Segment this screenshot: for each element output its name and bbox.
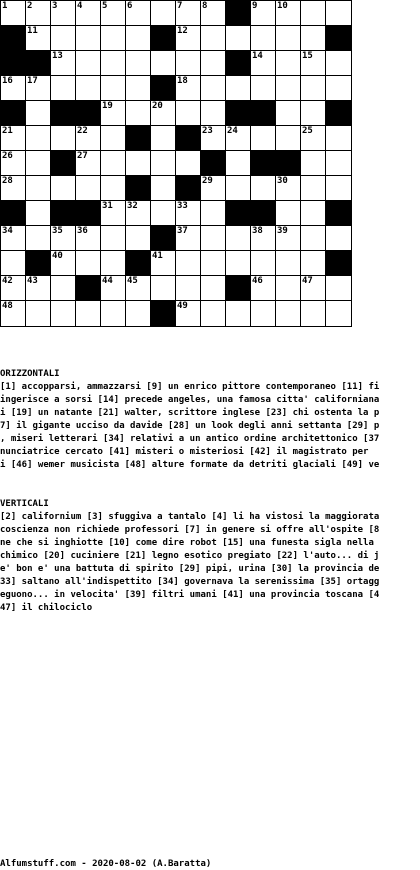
clue-number: 42 xyxy=(2,276,13,286)
grid-cell[interactable] xyxy=(250,225,277,252)
black-cell xyxy=(225,100,252,127)
clue-number: 6 xyxy=(127,1,133,11)
grid-cell[interactable] xyxy=(100,0,127,27)
grid-cell[interactable] xyxy=(50,225,77,252)
grid-cell[interactable] xyxy=(275,300,302,327)
grid-cell[interactable] xyxy=(300,300,327,327)
grid-cell[interactable] xyxy=(125,75,152,102)
clue-number: 14 xyxy=(252,51,263,61)
grid-cell[interactable] xyxy=(25,25,52,52)
grid-cell[interactable] xyxy=(225,25,252,52)
black-cell xyxy=(250,200,277,227)
grid-cell[interactable] xyxy=(200,225,227,252)
grid-cell[interactable] xyxy=(50,175,77,202)
down-clue-line: 47] il chilociclo xyxy=(0,603,93,613)
grid-cell[interactable] xyxy=(0,125,27,152)
grid-cell[interactable] xyxy=(150,125,177,152)
grid-cell[interactable] xyxy=(125,300,152,327)
grid-cell[interactable] xyxy=(300,200,327,227)
grid-cell[interactable] xyxy=(25,225,52,252)
grid-cell[interactable] xyxy=(0,75,27,102)
grid-cell[interactable] xyxy=(200,25,227,52)
grid-cell[interactable] xyxy=(100,50,127,77)
grid-cell[interactable] xyxy=(125,275,152,302)
grid-cell[interactable] xyxy=(75,75,102,102)
grid-cell[interactable] xyxy=(75,125,102,152)
across-clue-line: 7] il gigante ucciso da davide [28] un look degli anni settanta [29] p xyxy=(0,421,380,431)
grid-cell[interactable] xyxy=(75,225,102,252)
black-cell xyxy=(150,225,177,252)
grid-cell[interactable] xyxy=(175,50,202,77)
grid-cell[interactable] xyxy=(325,50,352,77)
down-clue-line: ne che si inghiotte [10] come dire robot [15] una funesta sigla nella xyxy=(0,538,374,548)
grid-cell[interactable] xyxy=(25,0,52,27)
grid-cell[interactable] xyxy=(200,75,227,102)
grid-cell[interactable] xyxy=(300,75,327,102)
grid-cell[interactable] xyxy=(275,75,302,102)
black-cell xyxy=(325,200,352,227)
grid-cell[interactable] xyxy=(0,150,27,177)
grid-cell[interactable] xyxy=(225,75,252,102)
grid-cell[interactable] xyxy=(0,300,27,327)
grid-cell[interactable] xyxy=(100,125,127,152)
grid-cell[interactable] xyxy=(100,25,127,52)
grid-cell[interactable] xyxy=(200,50,227,77)
grid-cell[interactable] xyxy=(300,250,327,277)
black-cell xyxy=(25,250,52,277)
grid-cell[interactable] xyxy=(100,275,127,302)
clue-number: 23 xyxy=(202,126,213,136)
clue-number: 4 xyxy=(77,1,83,11)
grid-cell[interactable] xyxy=(275,0,302,27)
clue-number: 39 xyxy=(277,226,288,236)
clue-number: 43 xyxy=(27,276,38,286)
grid-cell[interactable] xyxy=(75,0,102,27)
down-clue-line: coscienza non richiede professori [7] in genere si offre all'ospite [8 xyxy=(0,525,380,535)
black-cell xyxy=(175,175,202,202)
down-clue-line: e' bon e' una battuta di spirito [29] pipi, urina [30] la provincia de xyxy=(0,564,380,574)
across-clue-line: ingerisce a sorsi [14] precede angeles, una famosa citta' californiana xyxy=(0,395,380,405)
black-cell xyxy=(50,100,77,127)
grid-cell[interactable] xyxy=(125,25,152,52)
grid-cell[interactable] xyxy=(175,75,202,102)
black-cell xyxy=(250,150,277,177)
clue-number: 29 xyxy=(202,176,213,186)
grid-cell[interactable] xyxy=(75,25,102,52)
black-cell xyxy=(0,25,27,52)
black-cell xyxy=(175,125,202,152)
grid-cell[interactable] xyxy=(275,275,302,302)
grid-cell[interactable] xyxy=(250,75,277,102)
grid-cell[interactable] xyxy=(100,100,127,127)
grid-cell[interactable] xyxy=(250,275,277,302)
grid-cell[interactable] xyxy=(250,250,277,277)
grid-cell[interactable] xyxy=(275,25,302,52)
grid-cell[interactable] xyxy=(325,0,352,27)
grid-cell[interactable] xyxy=(100,150,127,177)
clue-number: 12 xyxy=(177,26,188,36)
grid-cell[interactable] xyxy=(25,100,52,127)
grid-cell[interactable] xyxy=(200,300,227,327)
grid-cell[interactable] xyxy=(325,275,352,302)
grid-cell[interactable] xyxy=(300,25,327,52)
down-clue-line: 33] saltano all'indispettito [34] governava la serenissima [35] ortagg xyxy=(0,577,380,587)
clue-number: 38 xyxy=(252,226,263,236)
down-clue-line: chimico [20] cuciniere [21] legno esotico pregiato [22] l'auto... di j xyxy=(0,551,380,561)
clues-panel xyxy=(0,368,420,615)
clue-number: 44 xyxy=(102,276,113,286)
grid-cell[interactable] xyxy=(75,250,102,277)
clue-number: 17 xyxy=(27,76,38,86)
grid-cell[interactable] xyxy=(75,150,102,177)
footer-credit: Alfumstuff.com - 2020-08-02 (A.Baratta) xyxy=(0,859,212,869)
clue-number: 36 xyxy=(77,226,88,236)
grid-cell[interactable] xyxy=(225,150,252,177)
down-clues xyxy=(0,511,420,615)
grid-cell[interactable] xyxy=(225,300,252,327)
clue-number: 41 xyxy=(152,251,163,261)
black-cell xyxy=(75,275,102,302)
grid-cell[interactable] xyxy=(200,0,227,27)
grid-cell[interactable] xyxy=(125,200,152,227)
clue-number: 33 xyxy=(177,201,188,211)
clue-number: 5 xyxy=(102,1,108,11)
grid-cell[interactable] xyxy=(200,275,227,302)
black-cell xyxy=(325,25,352,52)
grid-cell[interactable] xyxy=(225,125,252,152)
grid-cell[interactable] xyxy=(0,0,27,27)
black-cell xyxy=(0,100,27,127)
down-title: VERTICALI xyxy=(0,499,49,509)
grid-cell[interactable] xyxy=(325,225,352,252)
grid-cell[interactable] xyxy=(50,50,77,77)
grid-cell[interactable] xyxy=(275,50,302,77)
grid-cell[interactable] xyxy=(275,175,302,202)
clue-number: 27 xyxy=(77,151,88,161)
clue-number: 40 xyxy=(52,251,63,261)
black-cell xyxy=(125,250,152,277)
grid-cell[interactable] xyxy=(75,300,102,327)
clue-number: 45 xyxy=(127,276,138,286)
clue-number: 1 xyxy=(2,1,8,11)
black-cell xyxy=(275,150,302,177)
black-cell xyxy=(150,300,177,327)
clue-number: 47 xyxy=(302,276,313,286)
black-cell xyxy=(150,75,177,102)
grid-cell[interactable] xyxy=(300,225,327,252)
down-clue-line: eguono... in velocita' [39] filtri umani [41] una provincia toscana [4 xyxy=(0,590,380,600)
grid-cell[interactable] xyxy=(250,125,277,152)
grid-cell[interactable] xyxy=(200,125,227,152)
grid-cell[interactable] xyxy=(100,250,127,277)
grid-cell[interactable] xyxy=(75,50,102,77)
grid-cell[interactable] xyxy=(125,0,152,27)
grid-cell[interactable] xyxy=(300,150,327,177)
grid-cell[interactable] xyxy=(0,175,27,202)
grid-cell[interactable] xyxy=(125,50,152,77)
grid-cell[interactable] xyxy=(25,200,52,227)
black-cell xyxy=(250,100,277,127)
clue-number: 26 xyxy=(2,151,13,161)
grid-cell[interactable] xyxy=(250,50,277,77)
grid-cell[interactable] xyxy=(325,175,352,202)
black-cell xyxy=(225,200,252,227)
grid-cell[interactable] xyxy=(200,250,227,277)
black-cell xyxy=(325,100,352,127)
clue-number: 49 xyxy=(177,301,188,311)
clue-number: 10 xyxy=(277,1,288,11)
grid-cell[interactable] xyxy=(275,200,302,227)
across-clue-line: nunciatrice cercato [41] misteri o misteriosi [42] il magistrato per xyxy=(0,447,369,457)
clue-number: 34 xyxy=(2,226,13,236)
grid-cell[interactable] xyxy=(150,250,177,277)
grid-cell[interactable] xyxy=(100,75,127,102)
grid-cell[interactable] xyxy=(75,175,102,202)
grid-cell[interactable] xyxy=(25,275,52,302)
black-cell xyxy=(225,275,252,302)
clue-number: 13 xyxy=(52,51,63,61)
grid-cell[interactable] xyxy=(150,150,177,177)
grid-cell[interactable] xyxy=(175,300,202,327)
clue-number: 20 xyxy=(152,101,163,111)
grid-cell[interactable] xyxy=(0,250,27,277)
grid-cell[interactable] xyxy=(200,175,227,202)
grid-cell[interactable] xyxy=(50,25,77,52)
across-clue-line: , miseri letterari [34] relativi a un antico ordine architettonico [37 xyxy=(0,434,380,444)
grid-cell[interactable] xyxy=(125,100,152,127)
grid-cell[interactable] xyxy=(25,125,52,152)
grid-cell[interactable] xyxy=(200,200,227,227)
clue-number: 19 xyxy=(102,101,113,111)
grid-cell[interactable] xyxy=(50,250,77,277)
grid-cell[interactable] xyxy=(25,75,52,102)
grid-cell[interactable] xyxy=(0,225,27,252)
grid-cell[interactable] xyxy=(25,175,52,202)
grid-cell[interactable] xyxy=(50,125,77,152)
across-clue-line: i [19] un natante [21] walter, scrittore inglese [23] chi ostenta la p xyxy=(0,408,380,418)
grid-cell[interactable] xyxy=(250,25,277,52)
black-cell xyxy=(200,150,227,177)
black-cell xyxy=(125,175,152,202)
grid-cell[interactable] xyxy=(100,175,127,202)
grid-cell[interactable] xyxy=(175,100,202,127)
grid-cell[interactable] xyxy=(175,25,202,52)
grid-cell[interactable] xyxy=(50,275,77,302)
clue-number: 2 xyxy=(27,1,33,11)
clue-number: 37 xyxy=(177,226,188,236)
grid-cell[interactable] xyxy=(50,0,77,27)
grid-cell[interactable] xyxy=(325,300,352,327)
grid-cell[interactable] xyxy=(175,200,202,227)
grid-cell[interactable] xyxy=(25,150,52,177)
down-clue-line: [2] californium [3] sfuggiva a tantalo [4] li ha vistosi la maggiorata xyxy=(0,512,380,522)
clue-number: 35 xyxy=(52,226,63,236)
clue-number: 11 xyxy=(27,26,38,36)
black-cell xyxy=(0,50,27,77)
grid-cell[interactable] xyxy=(325,125,352,152)
clue-number: 16 xyxy=(2,76,13,86)
grid-cell[interactable] xyxy=(0,275,27,302)
grid-cell[interactable] xyxy=(300,100,327,127)
grid-cell[interactable] xyxy=(125,150,152,177)
grid-cell[interactable] xyxy=(275,225,302,252)
black-cell xyxy=(25,50,52,77)
clue-number: 15 xyxy=(302,51,313,61)
black-cell xyxy=(225,0,252,27)
grid-cell[interactable] xyxy=(100,300,127,327)
clue-number: 21 xyxy=(2,126,13,136)
black-cell xyxy=(225,50,252,77)
grid-cell[interactable] xyxy=(300,175,327,202)
black-cell xyxy=(75,100,102,127)
across-title: ORIZZONTALI xyxy=(0,369,60,379)
clue-number: 22 xyxy=(77,126,88,136)
clue-number: 7 xyxy=(177,1,183,11)
grid-cell[interactable] xyxy=(275,250,302,277)
grid-cell[interactable] xyxy=(175,150,202,177)
grid-cell[interactable] xyxy=(225,250,252,277)
grid-cell[interactable] xyxy=(250,300,277,327)
clue-number: 8 xyxy=(202,1,208,11)
black-cell xyxy=(125,125,152,152)
grid-cell[interactable] xyxy=(150,200,177,227)
grid-cell[interactable] xyxy=(175,275,202,302)
grid-cell[interactable] xyxy=(150,175,177,202)
grid-cell[interactable] xyxy=(150,0,177,27)
black-cell xyxy=(150,25,177,52)
grid-cell[interactable] xyxy=(200,100,227,127)
black-cell xyxy=(50,150,77,177)
grid-cell[interactable] xyxy=(300,0,327,27)
grid-cell[interactable] xyxy=(325,75,352,102)
crossword-grid xyxy=(0,0,352,352)
grid-cell[interactable] xyxy=(150,50,177,77)
grid-cell[interactable] xyxy=(175,0,202,27)
grid-cell[interactable] xyxy=(175,250,202,277)
clue-number: 25 xyxy=(302,126,313,136)
grid-cell[interactable] xyxy=(225,225,252,252)
grid-cell[interactable] xyxy=(300,50,327,77)
across-clue-line: [1] accopparsi, ammazzarsi [9] un enrico pittore contemporaneo [11] fi xyxy=(0,382,380,392)
grid-cell[interactable] xyxy=(275,100,302,127)
grid-cell[interactable] xyxy=(150,275,177,302)
clue-number: 28 xyxy=(2,176,13,186)
grid-cell[interactable] xyxy=(50,75,77,102)
grid-cell[interactable] xyxy=(175,225,202,252)
grid-cell[interactable] xyxy=(125,225,152,252)
across-clues xyxy=(0,381,420,472)
grid-cell[interactable] xyxy=(250,0,277,27)
clue-number: 48 xyxy=(2,301,13,311)
grid-cell[interactable] xyxy=(100,200,127,227)
across-clue-line: i [46] wemer musicista [48] alture formate da detriti glaciali [49] ve xyxy=(0,460,380,470)
grid-cell[interactable] xyxy=(100,225,127,252)
black-cell xyxy=(0,200,27,227)
grid-cell[interactable] xyxy=(275,125,302,152)
clue-number: 31 xyxy=(102,201,113,211)
clue-number: 9 xyxy=(252,1,258,11)
black-cell xyxy=(75,200,102,227)
clue-number: 46 xyxy=(252,276,263,286)
grid-cell[interactable] xyxy=(300,125,327,152)
grid-cell[interactable] xyxy=(300,275,327,302)
clue-number: 3 xyxy=(52,1,58,11)
grid-cell[interactable] xyxy=(25,300,52,327)
grid-cell[interactable] xyxy=(150,100,177,127)
black-cell xyxy=(50,200,77,227)
black-cell xyxy=(325,250,352,277)
grid-cell[interactable] xyxy=(50,300,77,327)
clue-number: 18 xyxy=(177,76,188,86)
clue-number: 32 xyxy=(127,201,138,211)
grid-cell[interactable] xyxy=(250,175,277,202)
clue-number: 30 xyxy=(277,176,288,186)
grid-cell[interactable] xyxy=(325,150,352,177)
grid-cell[interactable] xyxy=(225,175,252,202)
clue-number: 24 xyxy=(227,126,238,136)
